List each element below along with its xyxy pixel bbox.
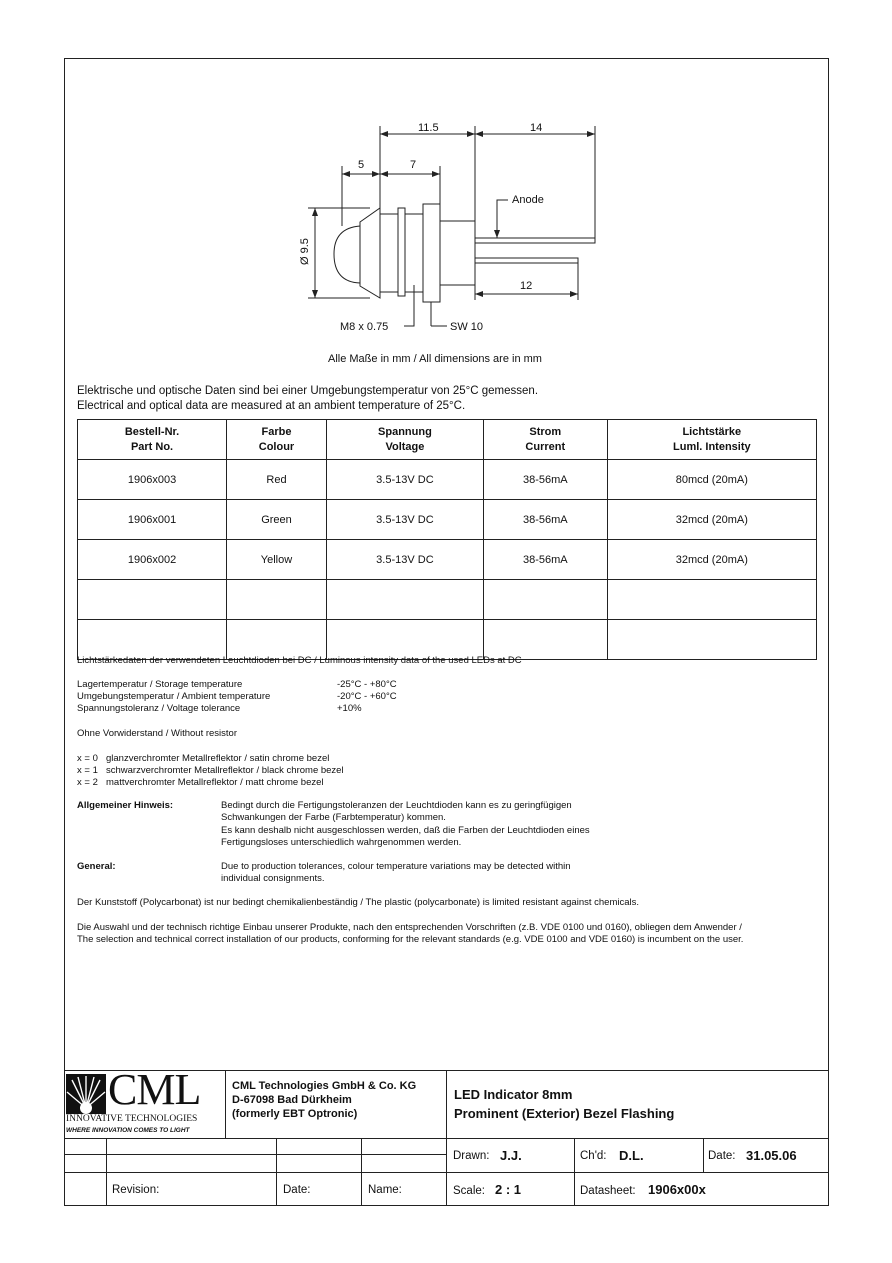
nut-1 [398,208,405,296]
general-de-line: Schwankungen der Farbe (Farbtemperatur) kommen. [221,812,446,823]
general-de-line: Bedingt durch die Fertigungstoleranzen der Leuchtdioden kann es zu geringfügigen [221,800,572,811]
cell-intensity: 80mcd (20mA) [607,460,816,500]
spec-table [77,419,817,660]
drawn-value: J.J. [500,1148,522,1163]
header-intensity: Lichtstärke Luml. Intensity [607,420,816,460]
spec-label-storage: Lagertemperatur / Storage temperature [77,679,243,690]
plastic-note: Der Kunststoff (Polycarbonat) ist nur bedingt chemikalienbeständig / The plastic (polycarbonate) is limited resistant against chemicals. [77,897,640,908]
table-header-row [78,420,817,460]
company-address: D-67098 Bad Dürkheim [232,1094,352,1106]
header-current: Strom Current [483,420,607,460]
general-en-label: General: [77,861,116,872]
cell-current: 38-56mA [483,460,607,500]
general-de-line: Fertigungsloses unterschiedlich wahrgenommen werden. [221,837,462,848]
logo-tagline: WHERE INNOVATION COMES TO LIGHT [66,1127,190,1134]
dim-7-label: 7 [410,159,417,171]
cell-colour: Green [227,500,327,540]
checked-label: Ch'd: [580,1150,607,1162]
nut-2 [423,204,440,302]
general-de-line: Es kann deshalb nicht ausgeschlossen werden, daß die Farben der Leuchtdioden eines [221,825,590,836]
spec-label-voltage-tol: Spannungstoleranz / Voltage tolerance [77,703,241,714]
table-row-empty [78,620,817,660]
scale-value: 2 : 1 [495,1182,522,1197]
intensity-note: Lichtstärkedaten der verwendeten Leuchtdioden bei DC / Luminous intensity data of the used LEDs at DC [77,655,522,666]
variant-desc: glanzverchromter Metallreflektor / satin chrome bezel [106,753,330,764]
table-row [78,460,817,500]
general-en-line: Due to production tolerances, colour temperature variations may be detected within [221,861,571,872]
revision-date-label: Date: [283,1184,311,1196]
spec-value-storage: -25°C - +80°C [337,679,397,690]
dim-diameter-label: Ø 9.5 [299,238,311,265]
intro-en: Electrical and optical data are measured at an ambient temperature of 25°C. [77,400,466,412]
cell-voltage: 3.5-13V DC [326,540,483,580]
datasheet-value: 1906x00x [648,1182,706,1197]
cell-current: 38-56mA [483,540,607,580]
anode-lead [475,238,595,243]
document-subtitle: Prominent (Exterior) Bezel Flashing [454,1106,675,1121]
header-part-no: Bestell-Nr. Part No. [78,420,227,460]
company-former: (formerly EBT Optronic) [232,1108,358,1120]
rear-body [440,221,475,285]
header-colour: Farbe Colour [227,420,327,460]
selection-note-de: Die Auswahl und der technisch richtige Einbau unserer Produkte, nach den entsprechenden Vorschriften (z.B. VDE 0100 und 0160), obliegen dem Anwender / [77,922,742,933]
datasheet-label: Datasheet: [580,1185,636,1197]
dim-11-5-label: 11.5 [418,122,439,134]
general-en-line: individual consignments. [221,873,325,884]
table-row-empty [78,580,817,620]
scale-label: Scale: [453,1185,485,1197]
dimensions-caption: Alle Maße in mm / All dimensions are in mm [328,353,542,365]
revision-name-label: Name: [368,1184,402,1196]
anode-label: Anode [512,194,544,206]
checked-value: D.L. [619,1148,644,1163]
revision-label: Revision: [112,1184,160,1196]
bezel-cone [360,208,380,298]
variant-code: x = 0 [77,753,98,764]
variant-desc: schwarzverchromter Metallreflektor / black chrome bezel [106,765,344,776]
lens-dome [334,226,360,283]
date-value: 31.05.06 [746,1148,797,1163]
cell-intensity: 32mcd (20mA) [607,540,816,580]
cell-intensity: 32mcd (20mA) [607,500,816,540]
led-dimension-drawing [0,0,892,350]
variant-desc: mattverchromter Metallreflektor / matt chrome bezel [106,777,324,788]
table-row [78,540,817,580]
dim-5-label: 5 [358,159,365,171]
spec-value-voltage-tol: +10% [337,703,362,714]
cell-colour: Yellow [227,540,327,580]
cell-colour: Red [227,460,327,500]
drawn-label: Drawn: [453,1150,490,1162]
sunburst-icon [66,1074,106,1114]
table-row [78,500,817,540]
resistor-note: Ohne Vorwiderstand / Without resistor [77,728,237,739]
logo-subtitle: INNOVATIVE TECHNOLOGIES [66,1114,198,1124]
cell-voltage: 3.5-13V DC [326,460,483,500]
cell-voltage: 3.5-13V DC [326,500,483,540]
date-label: Date: [708,1150,736,1162]
spec-value-ambient: -20°C - +60°C [337,691,397,702]
variant-code: x = 1 [77,765,98,776]
cell-current: 38-56mA [483,500,607,540]
dim-12-label: 12 [520,280,533,292]
spec-label-ambient: Umgebungstemperatur / Ambient temperature [77,691,271,702]
thread-label: M8 x 0.75 [340,321,389,333]
intro-de: Elektrische und optische Daten sind bei einer Umgebungstemperatur von 25°C gemessen. [77,385,539,397]
logo-text: CML [108,1065,201,1114]
general-de-label: Allgemeiner Hinweis: [77,800,174,811]
document-title: LED Indicator 8mm [454,1087,573,1102]
cell-part-no: 1906x001 [78,500,227,540]
dim-14-label: 14 [530,122,543,134]
wrench-size-label: SW 10 [450,321,484,333]
variant-code: x = 2 [77,777,98,788]
cell-part-no: 1906x003 [78,460,227,500]
header-voltage: Spannung Voltage [326,420,483,460]
cathode-lead [475,258,578,263]
cell-part-no: 1906x002 [78,540,227,580]
selection-note-en: The selection and technical correct installation of our products, conforming for the relevant standards (e.g. VDE 0100 and VDE 0160) is incumbent on the user. [77,934,744,945]
company-name: CML Technologies GmbH & Co. KG [232,1080,417,1092]
cml-logo [66,1065,216,1136]
